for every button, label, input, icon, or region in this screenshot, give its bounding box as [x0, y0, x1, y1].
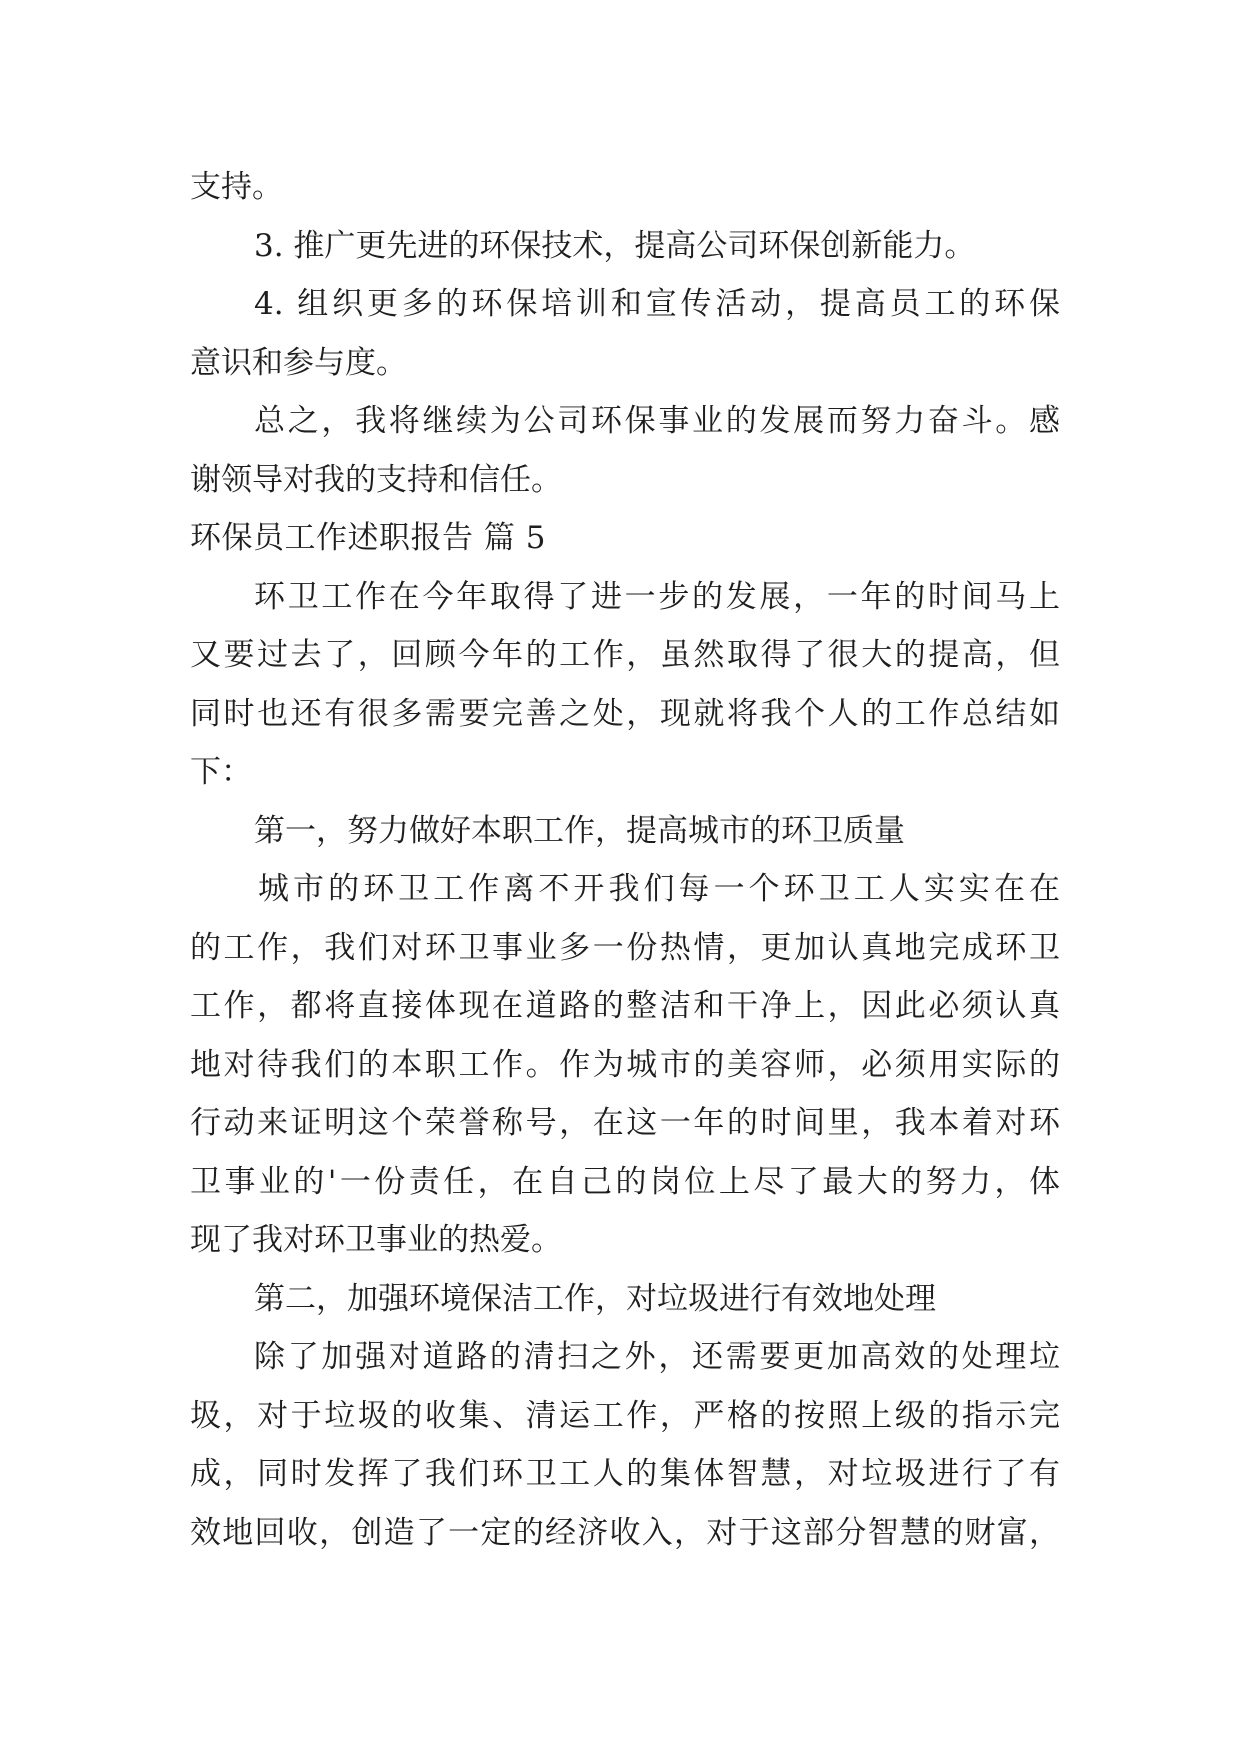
document-body	[190, 158, 1060, 1562]
paragraph-line: 卫事业的'一份责任，在自己的岗位上尽了最大的努力，体	[190, 1163, 1060, 1200]
conclusion-paragraph: 总之，我将继续为公司环保事业的发展而努力奋斗。感	[254, 403, 1060, 439]
subsection-heading-1: 第一，努力做好本职工作，提高城市的环卫质量	[254, 812, 905, 849]
intro-paragraph: 环卫工作在今年取得了进一步的发展，一年的时间马上	[254, 578, 1060, 615]
paragraph-line: 工作，都将直接体现在道路的整洁和干净上，因此必须认真	[190, 988, 1060, 1024]
paragraph-line: 圾，对于垃圾的收集、清运工作，严格的按照上级的指示完	[190, 1397, 1060, 1434]
paragraph-line: 支持。	[190, 169, 283, 205]
paragraph-line: 地对待我们的本职工作。作为城市的美容师，必须用实际的	[190, 1046, 1060, 1083]
paragraph-line: 成，同时发挥了我们环卫工人的集体智慧，对垃圾进行了有	[190, 1456, 1060, 1492]
subsection-heading-2: 第二，加强环境保洁工作，对垃圾进行有效地处理	[254, 1280, 936, 1317]
paragraph-line: 的工作，我们对环卫事业多一份热情，更加认真地完成环卫	[190, 929, 1060, 966]
paragraph-line: 除了加强对道路的清扫之外，还需要更加高效的处理垃	[254, 1339, 1060, 1375]
paragraph-line: 现了我对环卫事业的热爱。	[190, 1222, 562, 1258]
list-item-4: 4. 组织更多的环保培训和宣传活动，提高员工的环保	[254, 286, 1060, 322]
paragraph-line: 同时也还有很多需要完善之处，现就将我个人的工作总结如	[190, 695, 1060, 732]
paragraph-line: 下：	[190, 754, 252, 790]
paragraph-line: 谢领导对我的支持和信任。	[190, 461, 562, 498]
paragraph-line: 城市的环卫工作离不开我们每一个环卫工人实实在在	[258, 871, 1060, 907]
paragraph-line: 又要过去了，回顾今年的工作，虽然取得了很大的提高，但	[190, 637, 1060, 673]
paragraph-line: 效地回收，创造了一定的经济收入，对于这部分智慧的财富，	[190, 1514, 1060, 1551]
paragraph-line: 意识和参与度。	[190, 344, 407, 381]
section-heading: 环保员工作述职报告 篇 5	[190, 520, 546, 556]
list-item-3: 3. 推广更先进的环保技术，提高公司环保创新能力。	[254, 227, 976, 264]
paragraph-line: 行动来证明这个荣誉称号，在这一年的时间里，我本着对环	[190, 1105, 1060, 1141]
